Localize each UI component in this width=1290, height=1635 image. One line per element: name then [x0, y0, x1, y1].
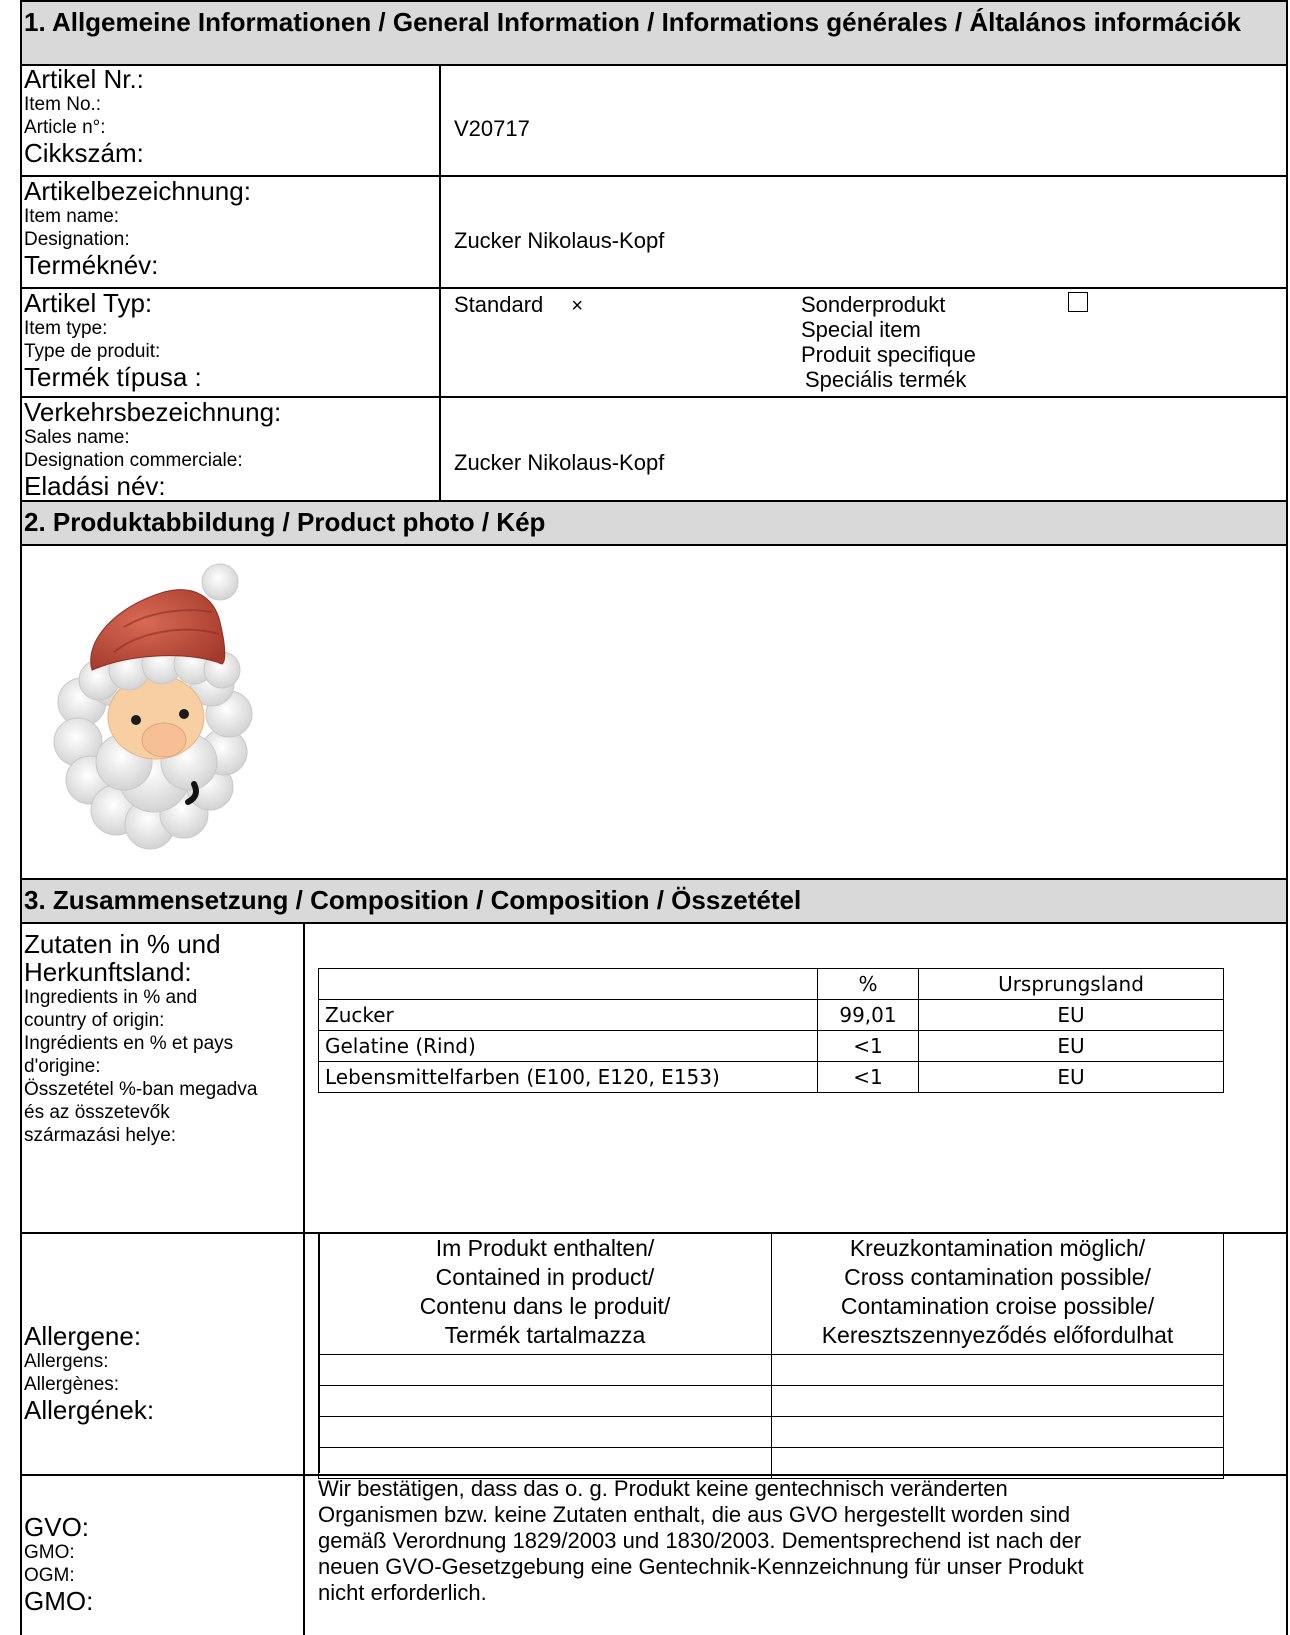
table-header-row [319, 969, 1224, 1000]
product-photo [44, 552, 264, 862]
standard-label: Standard [454, 292, 544, 317]
table-cell [772, 1355, 1224, 1386]
item-number-value: V20717 [454, 116, 530, 141]
table-header-cell [319, 969, 818, 1000]
table-row [319, 1062, 1224, 1093]
header-line: Keresztszennyeződés előfordulhat [821, 1322, 1174, 1348]
label-hu-line-2: és az összetevők [24, 1102, 170, 1123]
label-hu-line-3: származási helye: [24, 1125, 177, 1146]
table-header-cell: % [818, 969, 919, 1000]
table-cell: EU [919, 1062, 1224, 1093]
label-fr: Designation: [24, 229, 130, 250]
table-row [319, 1417, 1224, 1448]
table-row [319, 1355, 1224, 1386]
label-fr: Type de produit: [24, 341, 161, 362]
section-2-title: 2. Produktabbildung / Product photo / Kép [24, 507, 546, 537]
label-hu: Allergének: [24, 1395, 155, 1425]
contained-in-product-header [319, 1234, 772, 1355]
gmo-statement-line: neuen GVO-Gesetzgebung eine Gentechnik-Kennzeichnung für unser Produkt [318, 1554, 1084, 1579]
table-header-cell: Ursprungsland [919, 969, 1224, 1000]
label-en: Allergens: [24, 1351, 109, 1372]
table-cell: EU [919, 1031, 1224, 1062]
allergens-label [24, 1322, 154, 1424]
label-en: Item No.: [24, 94, 102, 115]
label-hu: GMO: [24, 1586, 94, 1616]
table-cell: <1 [818, 1031, 919, 1062]
header-line: Im Produkt enthalten/ [435, 1235, 655, 1261]
special-item-checkbox[interactable] [1068, 292, 1088, 312]
label-en: Sales name: [24, 427, 130, 448]
special-de: Sonderprodukt [801, 292, 946, 317]
sales-name-label [24, 398, 281, 500]
header-line: Contamination croise possible/ [840, 1293, 1155, 1319]
header-line: Contained in product/ [435, 1264, 655, 1290]
label-de-line-2: Herkunftsland: [24, 957, 192, 987]
section-2-header [22, 502, 1286, 544]
table-cell: <1 [818, 1062, 919, 1093]
product-specification-sheet [20, 0, 1288, 1635]
table-row [319, 1000, 1224, 1031]
label-en: Item type: [24, 318, 108, 339]
label-en-line-2: country of origin: [24, 1010, 165, 1031]
table-cell: Gelatine (Rind) [319, 1031, 818, 1062]
special-fr: Produit specifique [801, 342, 976, 367]
allergens-table [318, 1233, 1224, 1479]
label-fr: OGM: [24, 1565, 75, 1586]
table-cell [772, 1386, 1224, 1417]
label-de: GVO: [24, 1512, 90, 1542]
cross-contamination-header [772, 1234, 1224, 1355]
label-de: Artikel Typ: [24, 288, 153, 318]
ingredients-label [24, 930, 257, 1147]
header-line: Cross contamination possible/ [844, 1264, 1151, 1290]
table-cell: Zucker [319, 1000, 818, 1031]
special-en: Special item [801, 317, 921, 342]
section-3-title: 3. Zusammensetzung / Composition / Composition / Összetétel [24, 885, 802, 915]
label-hu: Cikkszám: [24, 138, 144, 168]
table-cell [319, 1355, 772, 1386]
label-en: GMO: [24, 1542, 75, 1563]
table-cell: Lebensmittelfarben (E100, E120, E153) [319, 1062, 818, 1093]
item-name-value: Zucker Nikolaus-Kopf [454, 228, 665, 253]
section-1-header [22, 2, 1286, 64]
label-en: Item name: [24, 206, 120, 227]
gmo-label [24, 1513, 93, 1615]
label-en-line-1: Ingredients in % and [24, 987, 198, 1008]
label-hu: Eladási név: [24, 471, 166, 501]
item-number-label [24, 65, 144, 167]
table-cell: EU [919, 1000, 1224, 1031]
gmo-statement-line: Organismen bzw. keine Zutaten enthalt, die aus GVO hergestellt worden sind [318, 1502, 1071, 1527]
table-cell [772, 1417, 1224, 1448]
label-de: Artikelbezeichnung: [24, 176, 251, 206]
ingredients-table [318, 968, 1224, 1093]
table-row [319, 1031, 1224, 1062]
item-type-standard [454, 292, 583, 318]
table-cell [319, 1386, 772, 1417]
item-name-label [24, 177, 251, 279]
label-fr-line-2: d'origine: [24, 1056, 101, 1077]
sales-name-value: Zucker Nikolaus-Kopf [454, 450, 665, 475]
section-1-title: 1. Allgemeine Informationen / General Information / Informations générales / Általános információk [24, 7, 1241, 37]
table-header-row [319, 1234, 1224, 1355]
label-de-line-1: Zutaten in % und [24, 929, 221, 959]
table-row [319, 1386, 1224, 1417]
label-fr: Allergènes: [24, 1374, 120, 1395]
label-de: Verkehrsbezeichnung: [24, 397, 282, 427]
gmo-statement-line: gemäß Verordnung 1829/2003 und 1830/2003. Dementsprechend ist nach der [318, 1528, 1082, 1553]
standard-selected-mark: × [571, 295, 584, 317]
header-line: Kreuzkontamination möglich/ [849, 1235, 1146, 1261]
label-fr: Designation commerciale: [24, 450, 243, 471]
header-line: Contenu dans le produit/ [419, 1293, 671, 1319]
gmo-statement-line: Wir bestätigen, dass das o. g. Produkt keine gentechnisch veränderten [318, 1476, 1008, 1501]
gmo-statement [318, 1476, 1278, 1606]
table-cell: 99,01 [818, 1000, 919, 1031]
special-hu: Speciális termék [805, 367, 967, 392]
item-type-special [801, 292, 976, 392]
label-de: Artikel Nr.: [24, 64, 144, 94]
label-fr-line-1: Ingrédients en % et pays [24, 1033, 234, 1054]
header-line: Termék tartalmazza [444, 1322, 646, 1348]
label-fr: Article n°: [24, 117, 106, 138]
item-type-label [24, 289, 202, 391]
section-3-header [22, 880, 1286, 922]
label-hu-line-1: Összetétel %-ban megadva [24, 1079, 258, 1100]
table-cell [319, 1417, 772, 1448]
gmo-statement-line: nicht erforderlich. [318, 1580, 487, 1605]
label-de: Allergene: [24, 1321, 142, 1351]
label-hu: Terméknév: [24, 250, 159, 280]
label-hu: Termék típusa : [24, 362, 202, 392]
